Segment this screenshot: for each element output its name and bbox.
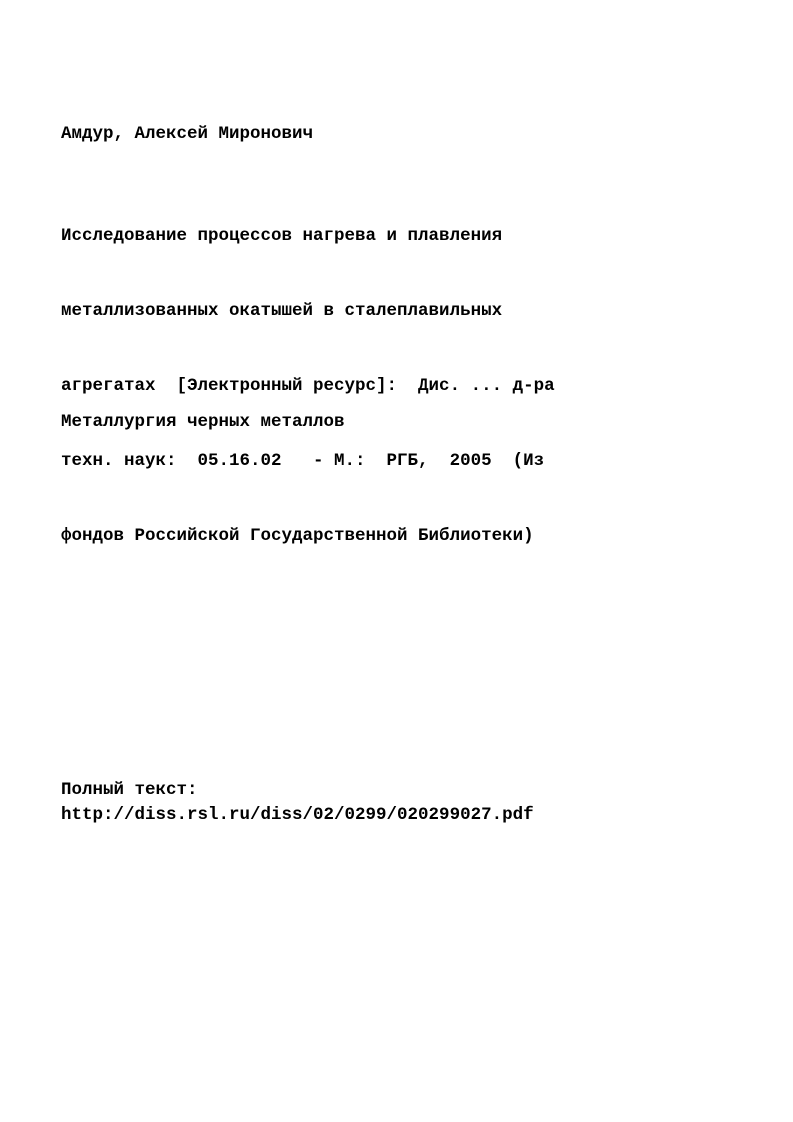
title-line: фондов Российской Государственной Библиотеки) [61,526,534,546]
title-line: агрегатах [Электронный ресурс]: Дис. ... д-ра [61,376,555,396]
fulltext-label: Полный текст: [61,780,198,800]
subject-heading: Металлургия черных металлов [61,412,345,432]
title-line: металлизованных окатышей в сталеплавильных [61,301,503,321]
title-line: техн. наук: 05.16.02 - М.: РГБ, 2005 (Из [61,451,545,471]
author-name: Амдур, Алексей Миронович [61,124,314,144]
title-block [61,174,555,599]
title-line: Исследование процессов нагрева и плавления [61,226,503,246]
fulltext-link[interactable]: http://diss.rsl.ru/diss/02/0299/020299027.pdf [61,805,534,825]
